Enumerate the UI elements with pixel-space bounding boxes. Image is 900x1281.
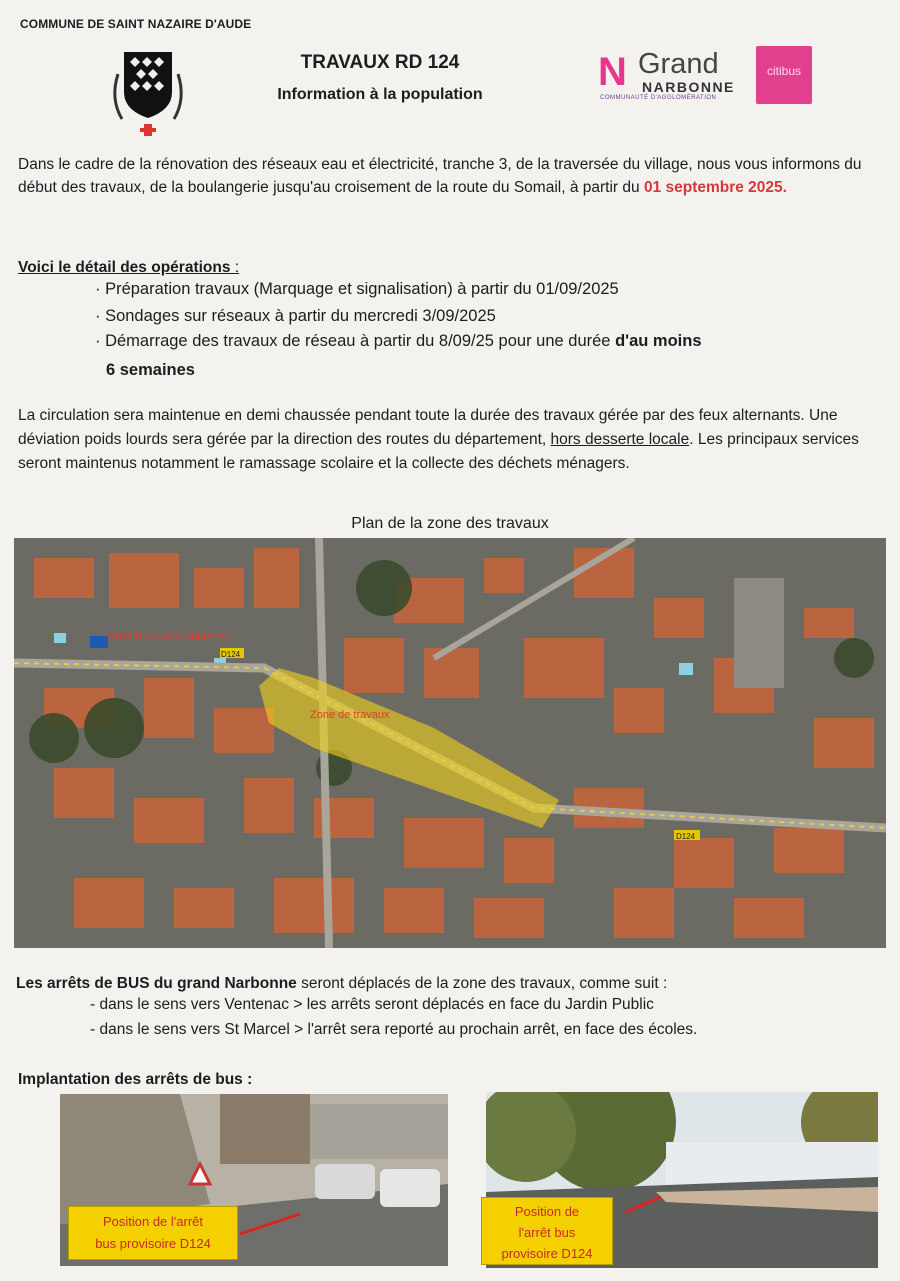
circulation-text-a: La circulation sera maintenue en demi chaussée pendant toute la durée des travaux gérée par des feux alternants. Une déviation poids lourds sera gérée par la direction des routes du département, (18, 407, 838, 448)
operation-item: · Préparation travaux (Marquage et signalisation) à partir du 01/09/2025 (95, 280, 619, 298)
circulation-paragraph (18, 404, 888, 476)
aerial-map (14, 538, 886, 948)
operation-item: · Sondages sur réseaux à partir du mercredi 3/09/2025 (95, 307, 496, 325)
page-title: TRAVAUX RD 124 (300, 52, 460, 73)
citibus-logo: citibus (756, 46, 812, 104)
page-subtitle: Information à la population (277, 86, 483, 103)
road-label: D124 (221, 650, 241, 659)
duration-weeks: 6 semaines (106, 361, 195, 379)
bus-stops-paragraph (16, 972, 667, 995)
logo-n: N (598, 50, 627, 94)
operation-item-text: · Démarrage des travaux de réseau à partir du 8/09/25 pour une durée (95, 332, 616, 350)
bus-line: - dans le sens vers Ventenac > les arrêts seront déplacés en face du Jardin Public (90, 996, 654, 1013)
operations-title (18, 256, 239, 279)
circulation-text-b: . Les principaux services seront maintenus notamment le ramassage scolaire et la collecte des déchets ménagers. (18, 431, 859, 472)
map-title: Plan de la zone des travaux (351, 515, 549, 532)
duration-bold: d'au moins (615, 332, 702, 350)
coat-of-arms-logo (108, 44, 188, 136)
zone-label: Zone de travaux (310, 709, 390, 721)
bus-stop-caption-2 (481, 1197, 613, 1265)
bus-stop-caption-1 (68, 1206, 238, 1260)
caption-line: bus provisoire D124 (95, 1236, 211, 1251)
intro-paragraph (18, 153, 888, 199)
bus-line: - dans le sens vers St Marcel > l'arrêt sera reporté au prochain arrêt, en face des écoles. (90, 1021, 698, 1038)
caption-line: l'arrêt bus (518, 1225, 576, 1240)
road-label: D124 (676, 832, 696, 841)
logo-tagline: COMMUNAUTÉ D'AGGLOMÉRATION (600, 95, 717, 101)
operations-title-text: Voici le détail des opérations (18, 259, 231, 276)
start-date: 01 septembre 2025. (643, 179, 787, 196)
bus-title-rest: seront déplacés de la zone des travaux, comme suit : (296, 975, 668, 992)
caption-line: Position de l'arrêt (102, 1214, 204, 1229)
operations-title-colon: : (230, 259, 240, 276)
intro-text: Dans le cadre de la rénovation des réseaux eau et électricité, tranche 3, de la traversée du village, nous vous informons du début des travaux, de la boulangerie jusqu'au croisement de la route du Somail, à partir du (18, 156, 862, 196)
caption-line: provisoire D124 (501, 1246, 593, 1261)
bus-title-bold: Les arrêts de BUS du grand Narbonne (16, 975, 297, 992)
grand-narbonne-logo (598, 46, 814, 106)
logo-narbonne: NARBONNE (642, 79, 735, 95)
hors-desserte-locale: hors desserte locale (550, 431, 690, 448)
implantation-title: Implantation des arrêts de bus : (18, 1071, 253, 1088)
caption-line: Position de (514, 1204, 580, 1219)
commune-name: COMMUNE DE SAINT NAZAIRE D'AUDE (20, 17, 252, 31)
operation-item (95, 329, 702, 353)
bus-stop-label: Arret BUS vers Ventenac (108, 631, 231, 643)
logo-grand: Grand (638, 48, 719, 80)
